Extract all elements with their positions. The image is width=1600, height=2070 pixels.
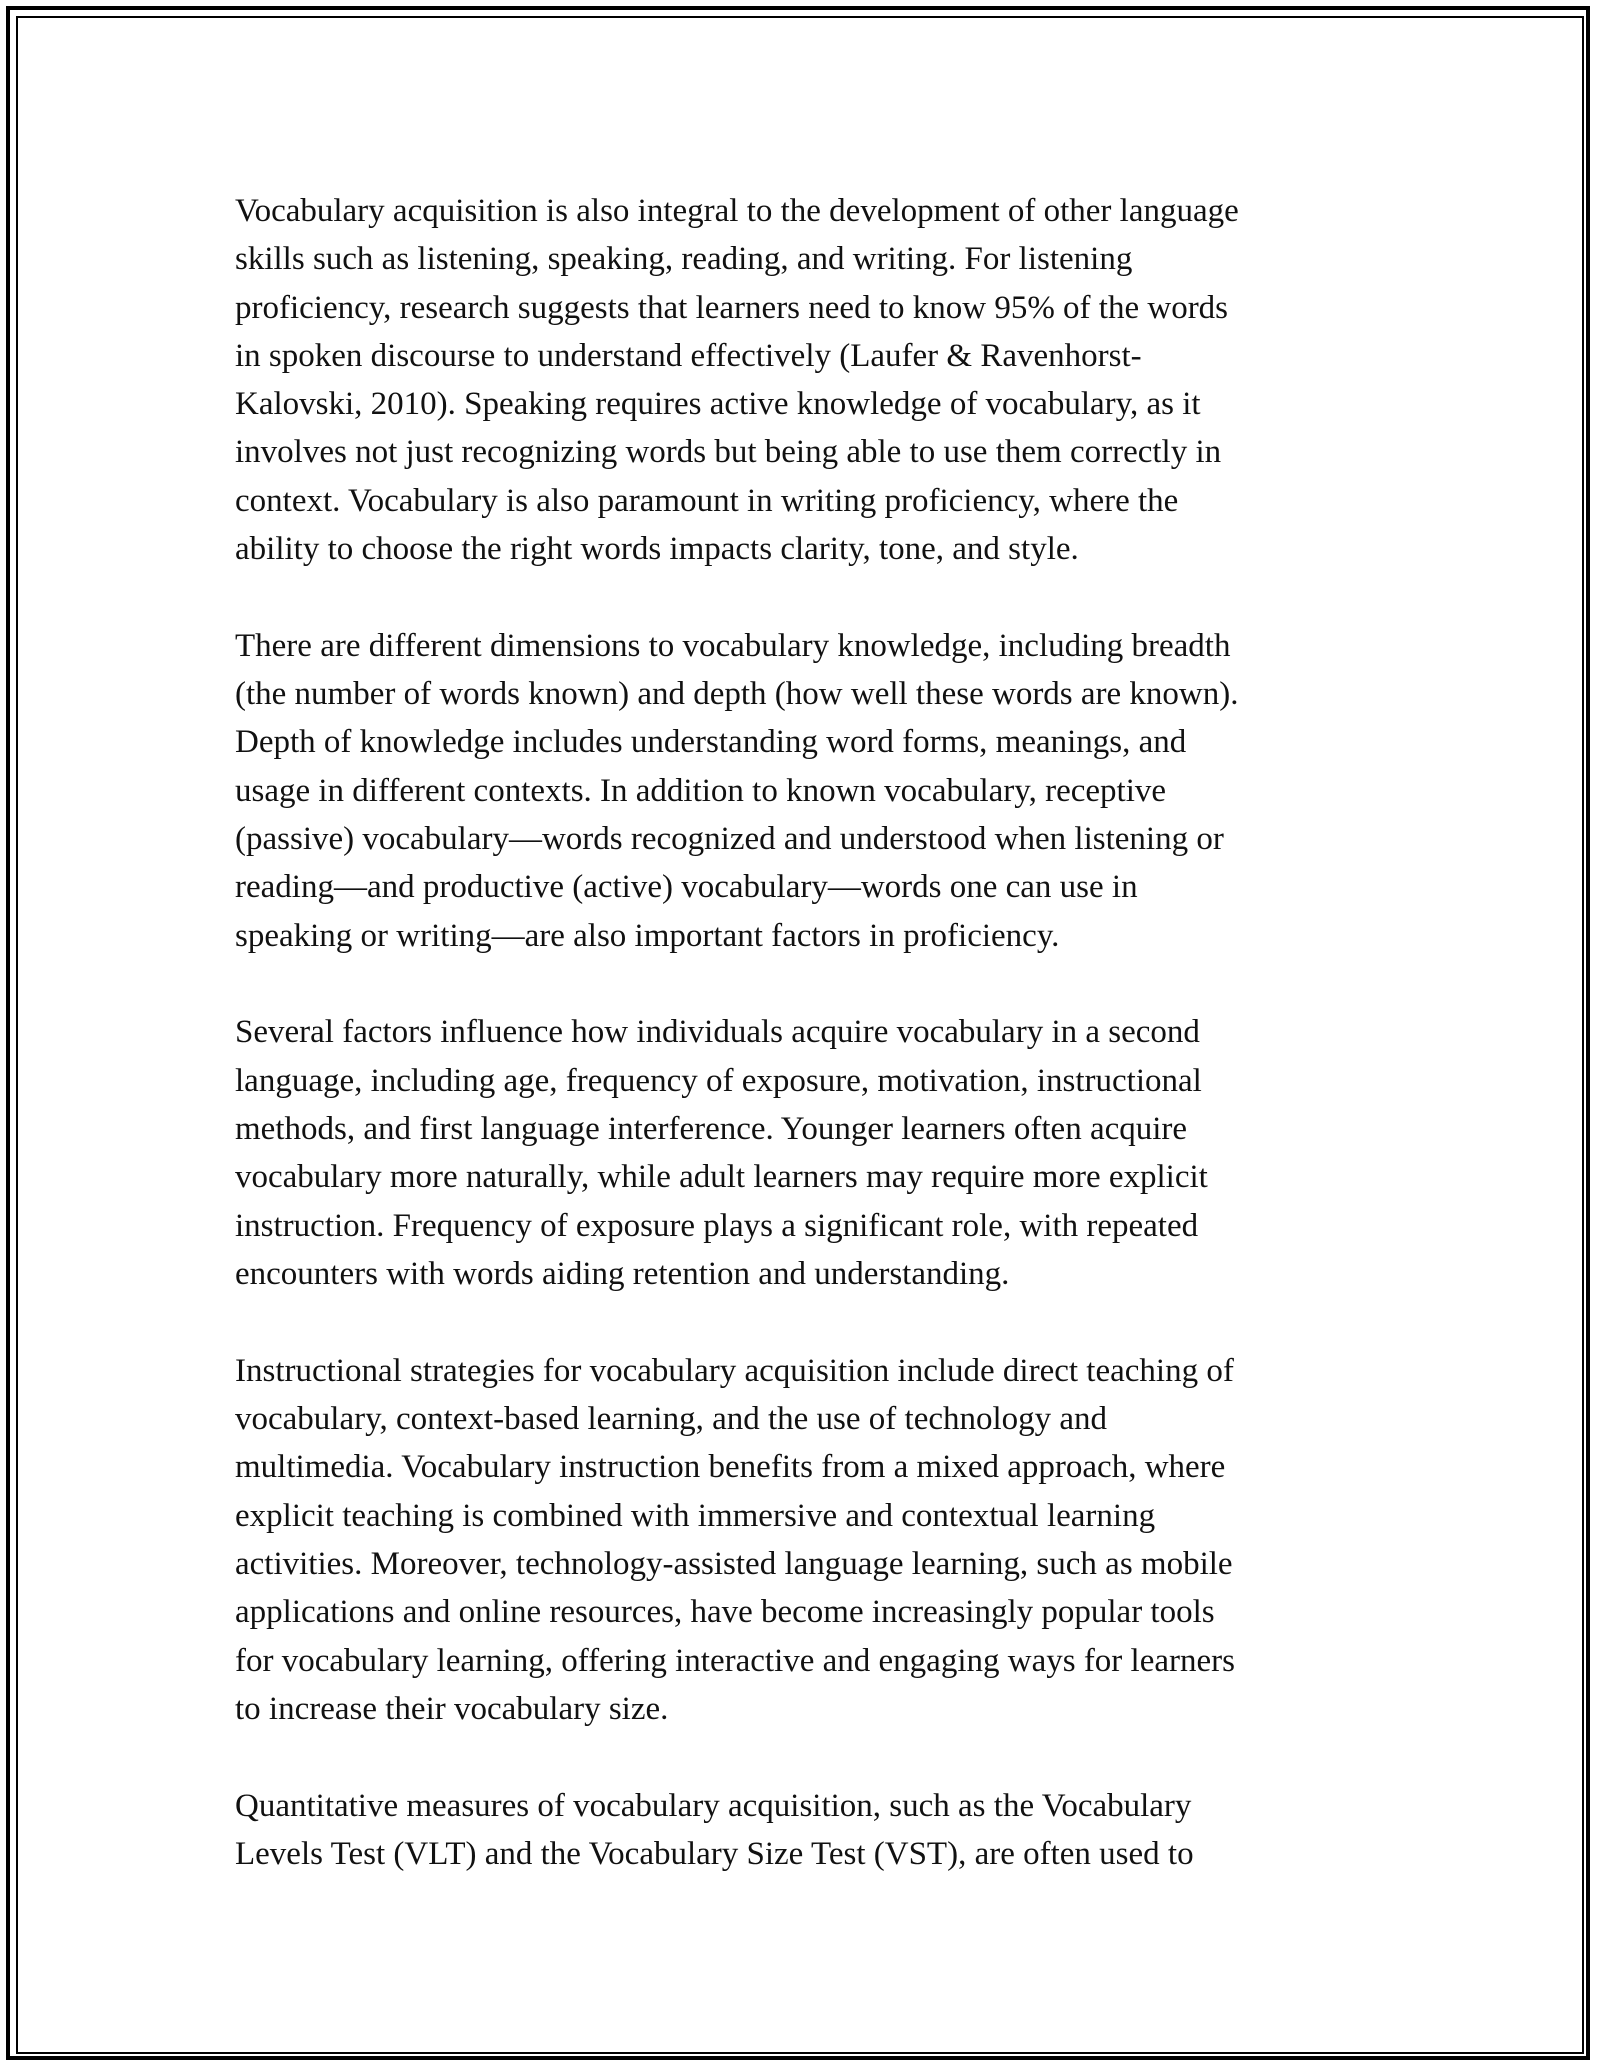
paragraph-acquisition-factors: Several factors influence how individuals acquire vocabulary in a second language, including age, frequency of exposure, motivation, instructional methods, and first language interference. Younger learners often acquire vocabulary more naturally, while adult learners may require more explicit instruction. Frequency of exposure plays a significant role, with repeated encounters with words aiding retention and understanding. [235,1014,1208,1292]
paragraph-vocabulary-skills: Vocabulary acquisition is also integral to the development of other language skills such as listening, speaking, reading, and writing. For listening proficiency, research suggests that learners need to know 95% of the words in spoken discourse to understand effectively (Laufer & Ravenhorst- Kalovski, 2010). Speaking requires active knowledge of vocabulary, as it involves not just recognizing words but being able to use them correctly in context. Vocabulary is also paramount in writing proficiency, where the ability to choose the right words impacts clarity, tone, and style. [235,193,1239,568]
paragraph-instructional-strategies: Instructional strategies for vocabulary acquisition include direct teaching of vocabulary, context-based learning, and the use of technology and multimedia. Vocabulary instruction benefits from a mixed approach, where explicit teaching is combined with immersive and contextual learning activities. Moreover, technology-assisted language learning, such as mobile applications and online resources, have become increasingly popular tools for vocabulary learning, offering interactive and engaging ways for learners to increase their vocabulary size. [235,1352,1235,1727]
document-body [235,187,1375,1927]
paragraph-vocabulary-dimensions: There are different dimensions to vocabulary knowledge, including breadth (the number of words known) and depth (how well these words are known). Depth of knowledge includes understanding word forms, meanings, and usage in different contexts. In addition to known vocabulary, receptive (passive) vocabulary—words recognized and understood when listening or reading—and productive (active) vocabulary—words one can use in speaking or writing—are also important factors in proficiency. [235,627,1239,954]
paragraph-quantitative-measures: Quantitative measures of vocabulary acquisition, such as the Vocabulary Levels Test (VLT) and the Vocabulary Size Test (VST), are often used to [235,1787,1194,1872]
